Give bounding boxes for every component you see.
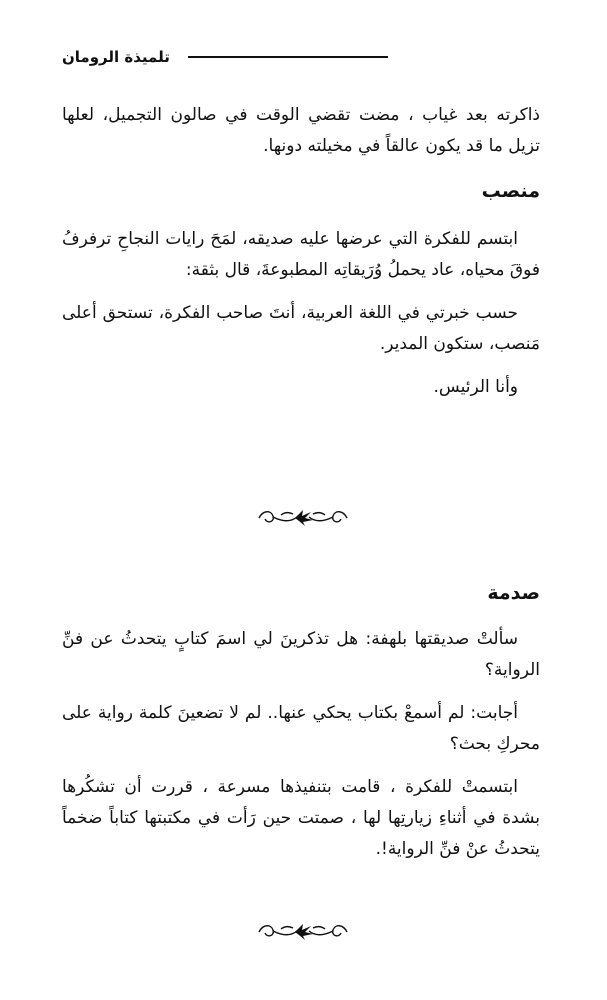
story-2-paragraph-3: ابتسمتْ للفكرة ، قامت بتنفيذها مسرعة ، قررت أن تشكُرها بشدة في أثناءِ زيارتِها لها ، صمتت حين رَأت في مكتبتها كتاباً ضخماً يتحدثُ عنْ فنِّ الرواية!. [62, 777, 540, 859]
story-2-paragraph-2: أجابت: لم أسمعْ بكتاب يحكي عنها.. لم لا تضعينَ كلمة رواية على محركِ بحث؟ [62, 703, 540, 754]
floral-divider-icon-bottom [253, 918, 353, 944]
story-2-paragraph-1: سألتْ صديقتها بلهفة: هل تذكرينَ لي اسمَ كتابٍ يتحدثُ عن فنِّ الرواية؟ [62, 629, 540, 680]
running-header [62, 42, 542, 72]
intro-paragraph: ذاكرته بعد غياب ، مضت تقضي الوقت في صالون التجميل، لعلها تزيل ما قد يكون عالقاً في مخيلته دونها. [62, 105, 540, 156]
floral-divider-icon [253, 504, 353, 530]
story-1-paragraph-3: وأنا الرئيس. [433, 377, 518, 397]
story-1-paragraph-2: حسب خبرتي في اللغة العربية، أنتَ صاحب الفكرة، تستحق أعلى مَنصب، ستكون المدير. [62, 303, 540, 354]
story-title-1: منصب [481, 180, 540, 202]
story-title-2: صدمة [487, 582, 540, 604]
header-title: تلميذة الرومان [62, 48, 170, 66]
story-1-paragraph-1: ابتسم للفكرة التي عرضها عليه صديقه، لمَحَ رايات النجاحِ ترفرفُ فوقَ محياه، عاد يحملُ وُرَيقاتِه المطبوعةَ، قال بثقة: [62, 229, 540, 280]
page-body [62, 100, 540, 403]
header-rule [188, 56, 388, 58]
page-body-lower [62, 578, 540, 865]
